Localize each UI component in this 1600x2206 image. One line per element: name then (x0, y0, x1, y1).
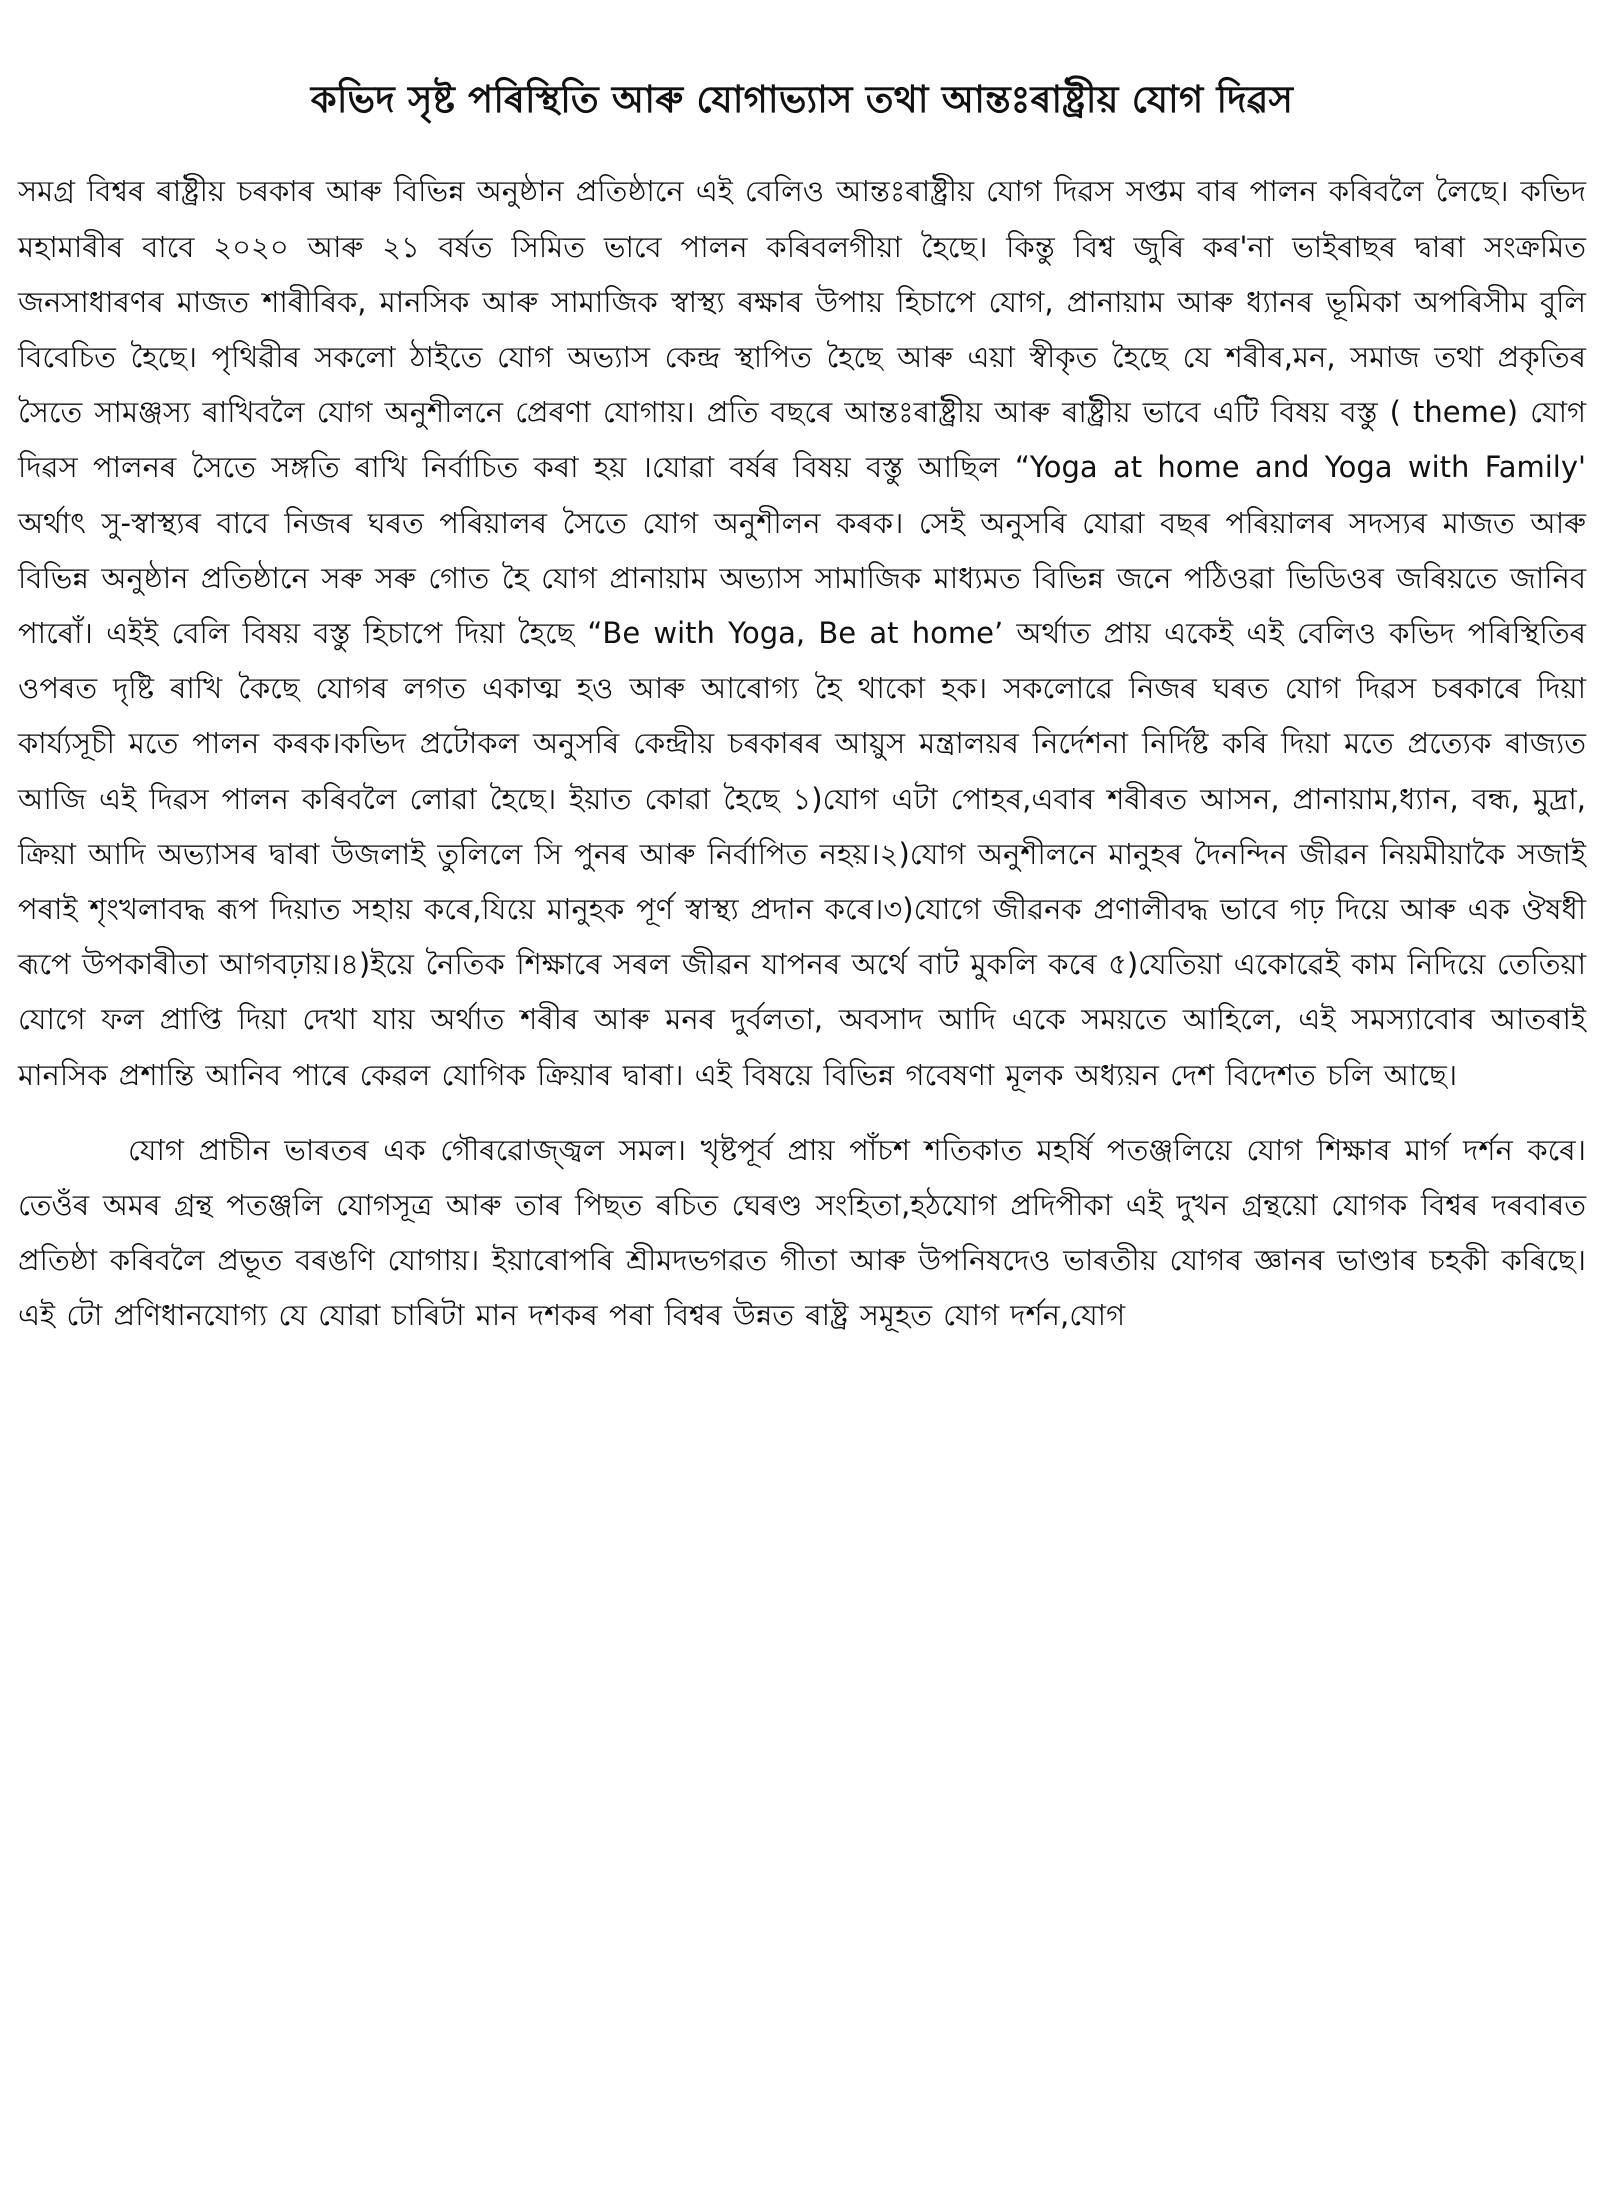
document-title: কভিদ সৃষ্ট পৰিস্থিতি আৰু যোগাভ্যাস তথা আন্তঃৰাষ্ট্ৰীয় যোগ দিৱস (310, 78, 1294, 121)
body-paragraph-1: সমগ্ৰ বিশ্বৰ ৰাষ্ট্ৰীয় চৰকাৰ আৰু বিভিন্ন অনুষ্ঠান প্ৰতিষ্ঠানে এই বেলিও আন্তঃৰাষ্ট্ৰীয় যোগ দিৱস সপ্তম বাৰ পালন কৰিবলৈ লৈছে। কভিদ মহামাৰীৰ বাবে ২০২০ আৰু ২১ বৰ্ষত সিমিত ভাবে পালন কৰিবলগীয়া হৈছে। কিন্তু বিশ্ব জুৰি কৰ'না ভাইৰাছৰ দ্বাৰা সংক্ৰমিত জনসাধাৰণৰ মাজত শাৰীৰিক, মানসিক আৰু সামাজিক স্বাস্থ্য ৰক্ষাৰ উপায় হিচাপে যোগ, প্ৰানায়াম আৰু ধ্যানৰ ভূমিকা অপৰিসীম বুলি বিবেচিত হৈছে। পৃথিৱীৰ সকলো ঠাইতে যোগ অভ্যাস কেন্দ্ৰ স্থাপিত হৈছে আৰু এয়া স্বীকৃত হৈছে যে শৰীৰ,মন, সমাজ তথা প্ৰকৃতিৰ সৈতে সামঞ্জস্য ৰাখিবলৈ যোগ অনুশীলনে প্ৰেৰণা যোগায়। প্ৰতি বছৰে আন্তঃৰাষ্ট্ৰীয় আৰু ৰাষ্ট্ৰীয় ভাবে এটি বিষয় বস্তু ( theme) যোগ দিৱস পালনৰ সৈতে সঙ্গতি ৰাখি নিৰ্বাচিত কৰা হয় ।যোৱা বৰ্ষৰ বিষয় বস্তু আছিল “Yoga at home and Yoga with Family' অৰ্থাৎ সু-স্বাস্থ্যৰ বাবে নিজৰ ঘৰত পৰিয়ালৰ সৈতে যোগ অনুশীলন কৰক। সেই অনুসৰি যোৱা বছৰ পৰিয়ালৰ সদস্যৰ মাজত আৰু বিভিন্ন অনুষ্ঠান প্ৰতিষ্ঠানে সৰু সৰু গোত হৈ যোগ প্ৰানায়াম অভ্যাস সামাজিক মাধ্যমত বিভিন্ন জনে পঠিওৱা ভিডিওৰ জৰিয়তে জানিব পাৰোঁ। এইই বেলি বিষয় বস্তু হিচাপে দিয়া হৈছে “Be with Yoga, Be at home’ অৰ্থাত প্ৰায় একেই এই বেলিও কভিদ পৰিস্থিতিৰ ওপৰত দৃষ্টি ৰাখি কৈছে যোগৰ লগত একাত্ম হও আৰু আৰোগ্য হৈ থাকো হক। সকলোৱে নিজৰ ঘৰত যোগ দিৱস চৰকাৰে দিয়া কাৰ্য্যসূচী মতে পালন কৰক।কভিদ প্ৰটোকল অনুসৰি কেন্দ্ৰীয় চৰকাৰৰ আয়ুস মন্ত্ৰালয়ৰ নিৰ্দেশনা নিৰ্দিষ্ট কৰি দিয়া মতে প্ৰত্যেক ৰাজ্যত আজি এই দিৱস পালন কৰিবলৈ লোৱা হৈছে। ইয়াত কোৱা হৈছে ১)যোগ এটা পোহৰ,এবাৰ শৰীৰত আসন, প্ৰানায়াম,ধ্যান, বন্ধ, মুদ্ৰা, ক্ৰিয়া আদি অভ্যাসৰ দ্বাৰা উজলাই তুলিলে সি পুনৰ আৰু নিৰ্বাপিত নহয়।২)যোগ অনুশীলনে মানুহৰ দৈনন্দিন জীৱন নিয়মীয়াকৈ সজাই পৰাই শৃংখলাবদ্ধ ৰূপ দিয়াত সহায় কৰে,যিয়ে মানুহক পূৰ্ণ স্বাস্থ্য প্ৰদান কৰে।৩)যোগে জীৱনক প্ৰণালীবদ্ধ ভাবে গঢ় দিয়ে আৰু এক ঔষধী ৰূপে উপকাৰীতা আগবঢ়ায়।৪)ইয়ে নৈতিক শিক্ষাৰে সৰল জীৱন যাপনৰ অৰ্থে বাট মুকলি কৰে ৫)যেতিয়া একোৱেই কাম নিদিয়ে তেতিয়া যোগে ফল প্ৰাপ্তি দিয়া দেখা যায় অৰ্থাত শৰীৰ আৰু মনৰ দুৰ্বলতা, অবসাদ আদি একে সময়তে আহিলে, এই সমস্যাবোৰ আতৰাই মানসিক প্ৰশান্তি আনিব পাৰে কেৱল যোগিক ক্ৰিয়াৰ দ্বাৰা। এই বিষয়ে বিভিন্ন গবেষণা মূলক অধ্যয়ন দেশ বিদেশত চলি আছে। (18, 174, 1586, 1092)
body-paragraph-2: যোগ প্ৰাচীন ভাৰতৰ এক গৌৰৱোজ্জ্বল সমল। খৃষ্টপূৰ্ব প্ৰায় পাঁচশ শতিকাত মহৰ্ষি পতঞ্জলিয়ে যোগ শিক্ষাৰ মাৰ্গ দৰ্শন কৰে। তেওঁৰ অমৰ গ্ৰন্থ পতঞ্জলি যোগসূত্ৰ আৰু তাৰ পিছত ৰচিত ঘেৰণ্ড সংহিতা,হঠযোগ প্ৰদিপীকা এই দুখন গ্ৰন্থয়ো যোগক বিশ্বৰ দৰবাৰত প্ৰতিষ্ঠা কৰিবলৈ প্ৰভূত বৰঙণি যোগায়। ইয়াৰোপৰি শ্ৰীমদভগৱত গীতা আৰু উপনিষদেও ভাৰতীয় যোগৰ জ্ঞানৰ ভাণ্ডাৰ চহকী কৰিছে। এই টো প্ৰণিধানযোগ্য যে যোৱা চাৰিটা মান দশকৰ পৰা বিশ্বৰ উন্নত ৰাষ্ট্ৰ সমূহত যোগ দৰ্শন,যোগ (18, 1132, 1586, 1333)
